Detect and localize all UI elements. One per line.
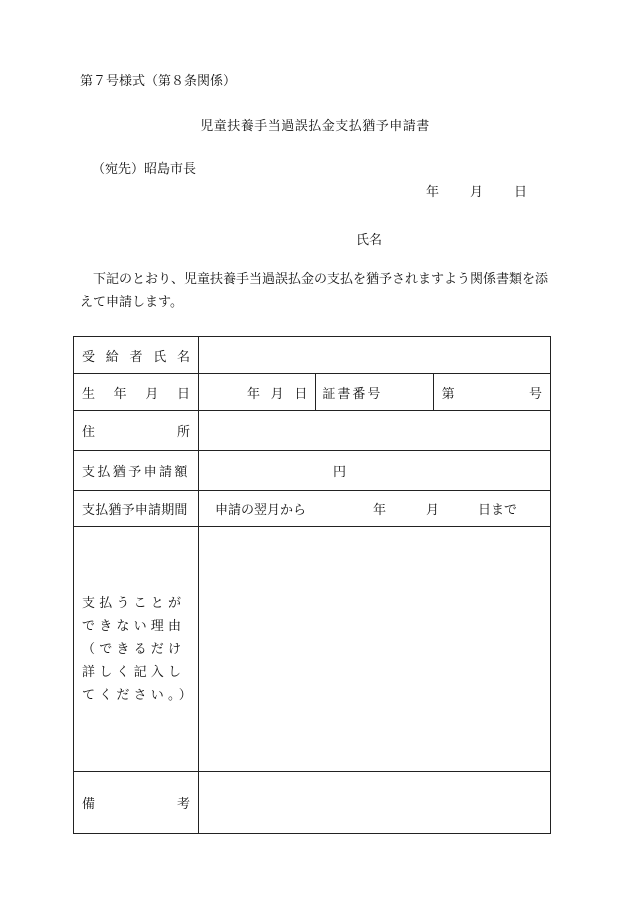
form-number: 第７号様式（第８条関係） [80, 74, 237, 89]
birth-day-label: 日 [294, 386, 308, 402]
recipient-name-field[interactable] [199, 337, 551, 374]
remarks-field[interactable] [199, 772, 551, 834]
amount-unit: 円 [333, 465, 347, 480]
address-row [74, 411, 551, 451]
date-line [426, 181, 527, 200]
birth-date-label: 生 年 月 日 [74, 374, 199, 411]
date-month-label: 月 [470, 185, 484, 200]
certificate-number-field[interactable] [433, 374, 550, 411]
birth-date-row [74, 374, 551, 411]
reason-row [74, 527, 551, 772]
document-title: 児童扶養手当過誤払金支払猶予申請書 [200, 119, 430, 134]
certificate-prefix: 第 [441, 386, 455, 402]
remarks-row [74, 772, 551, 834]
applicant-name-label: 氏名 [356, 233, 383, 248]
reason-label: 支払うことができない理由（できるだけ詳しく記入してください。） [82, 595, 196, 703]
reason-label-cell [74, 527, 199, 772]
period-label: 支払猶予申請期間 [74, 491, 199, 527]
recipient-name-row [74, 337, 551, 374]
period-field[interactable] [199, 491, 551, 527]
date-year-label: 年 [426, 185, 440, 200]
addressee: （宛先）昭島市長 [92, 162, 197, 177]
address-label: 住 所 [74, 411, 199, 451]
reason-field[interactable] [199, 527, 551, 772]
amount-row [74, 451, 551, 491]
certificate-number-label: 証書番号 [316, 374, 433, 411]
certificate-suffix: 号 [528, 386, 542, 402]
birth-month-label: 月 [270, 386, 284, 402]
application-form-table [73, 336, 551, 834]
birth-year-label: 年 [247, 386, 261, 402]
amount-label: 支払猶予申請額 [74, 451, 199, 491]
birth-date-field[interactable] [199, 374, 316, 411]
date-day-label: 日 [514, 185, 528, 200]
intro-paragraph: 下記のとおり、児童扶養手当過誤払金の支払を猶予されますよう関係書類を添えて申請します。 [80, 272, 549, 310]
recipient-name-label: 受 給 者 氏 名 [74, 337, 199, 374]
period-month-label: 月 [426, 503, 440, 518]
period-row [74, 491, 551, 527]
amount-field[interactable] [199, 451, 551, 491]
period-from-text: 申請の翌月から [215, 503, 307, 518]
address-field[interactable] [199, 411, 551, 451]
remarks-label: 備 考 [74, 772, 199, 834]
period-year-label: 年 [373, 503, 387, 518]
period-until-text: 日まで [478, 503, 518, 518]
